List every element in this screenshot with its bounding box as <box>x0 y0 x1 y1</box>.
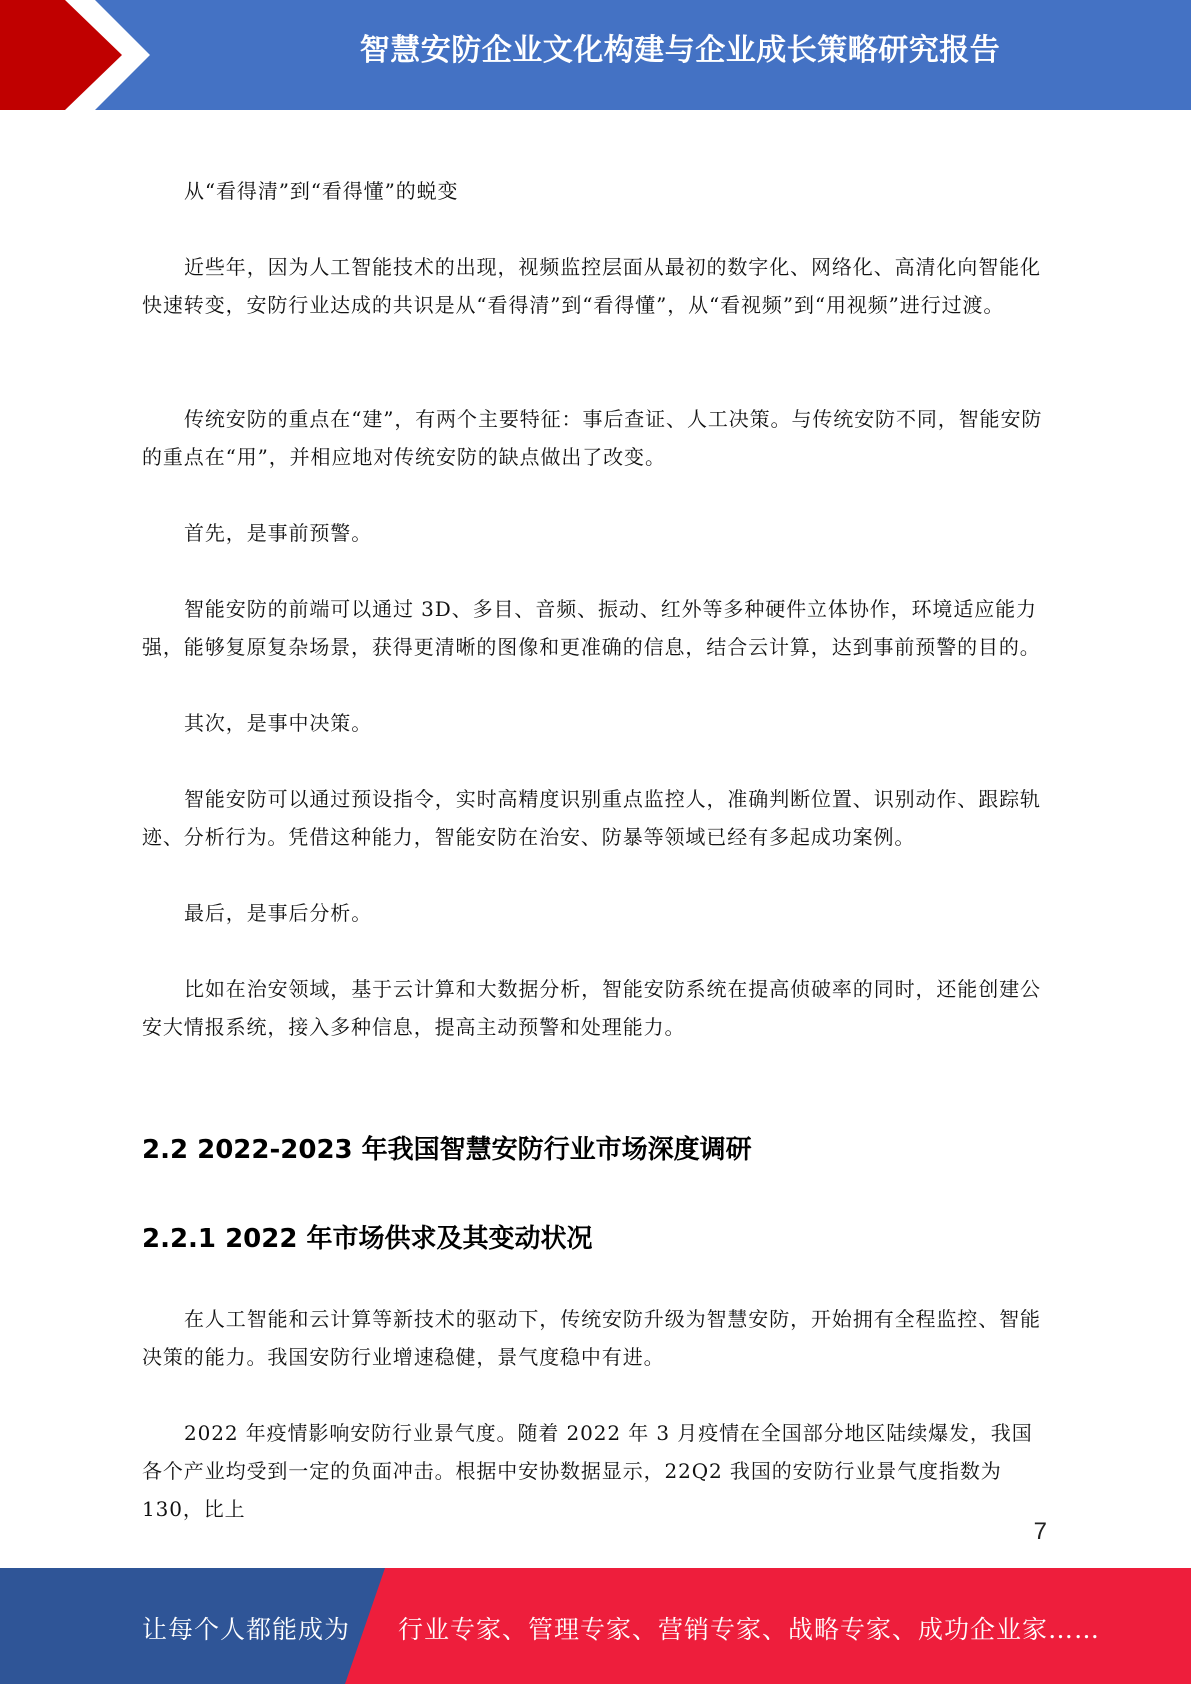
footer-banner <box>0 1568 1191 1684</box>
report-title: 智慧安防企业文化构建与企业成长策略研究报告 <box>359 33 1001 68</box>
paragraph: 在人工智能和云计算等新技术的驱动下，传统安防升级为智慧安防，开始拥有全程监控、智能决策的能力。我国安防行业增速稳健，景气度稳中有进。 <box>142 1307 1041 1369</box>
paragraph: 智能安防的前端可以通过 3D、多目、音频、振动、红外等多种硬件立体协作，环境适应能力强，能够复原复杂场景，获得更清晰的图像和更准确的信息，结合云计算，达到事前预警的目的。 <box>142 597 1041 659</box>
header-banner <box>0 0 1191 110</box>
paragraph: 传统安防的重点在“建”，有两个主要特征：事后查证、人工决策。与传统安防不同，智能安防的重点在“用”，并相应地对传统安防的缺点做出了改变。 <box>142 407 1043 469</box>
paragraph: 比如在治安领域，基于云计算和大数据分析，智能安防系统在提高侦破率的同时，还能创建公安大情报系统，接入多种信息，提高主动预警和处理能力。 <box>142 977 1041 1039</box>
paragraph: 其次，是事中决策。 <box>184 711 373 735</box>
paragraph: 最后，是事后分析。 <box>184 901 373 925</box>
paragraph: 从“看得清”到“看得懂”的蜕变 <box>184 179 459 203</box>
section-heading: 2.2 2022-2023 年我国智慧安防行业市场深度调研 <box>142 1135 752 1165</box>
subsection-heading: 2.2.1 2022 年市场供求及其变动状况 <box>142 1224 593 1254</box>
header-arrow-icon <box>0 0 160 110</box>
paragraph: 近些年，因为人工智能技术的出现，视频监控层面从最初的数字化、网络化、高清化向智能化快速转变，安防行业达成的共识是从“看得清”到“看得懂”，从“看视频”到“用视频”进行过渡。 <box>142 255 1041 317</box>
paragraph: 2022 年疫情影响安防行业景气度。随着 2022 年 3 月疫情在全国部分地区陆续爆发，我国各个产业均受到一定的负面冲击。根据中安协数据显示，22Q2 我国的安防行业景气度指数为 130，比上 <box>142 1421 1033 1521</box>
footer-slogan-right: 行业专家、管理专家、营销专家、战略专家、成功企业家…… <box>398 1615 1101 1644</box>
paragraph: 智能安防可以通过预设指令，实时高精度识别重点监控人，准确判断位置、识别动作、跟踪轨迹、分析行为。凭借这种能力，智能安防在治安、防暴等领域已经有多起成功案例。 <box>142 787 1041 849</box>
page-number: 7 <box>1033 1518 1047 1545</box>
paragraph: 首先，是事前预警。 <box>184 521 373 545</box>
footer-slogan-left: 让每个人都能成为 <box>142 1615 351 1644</box>
